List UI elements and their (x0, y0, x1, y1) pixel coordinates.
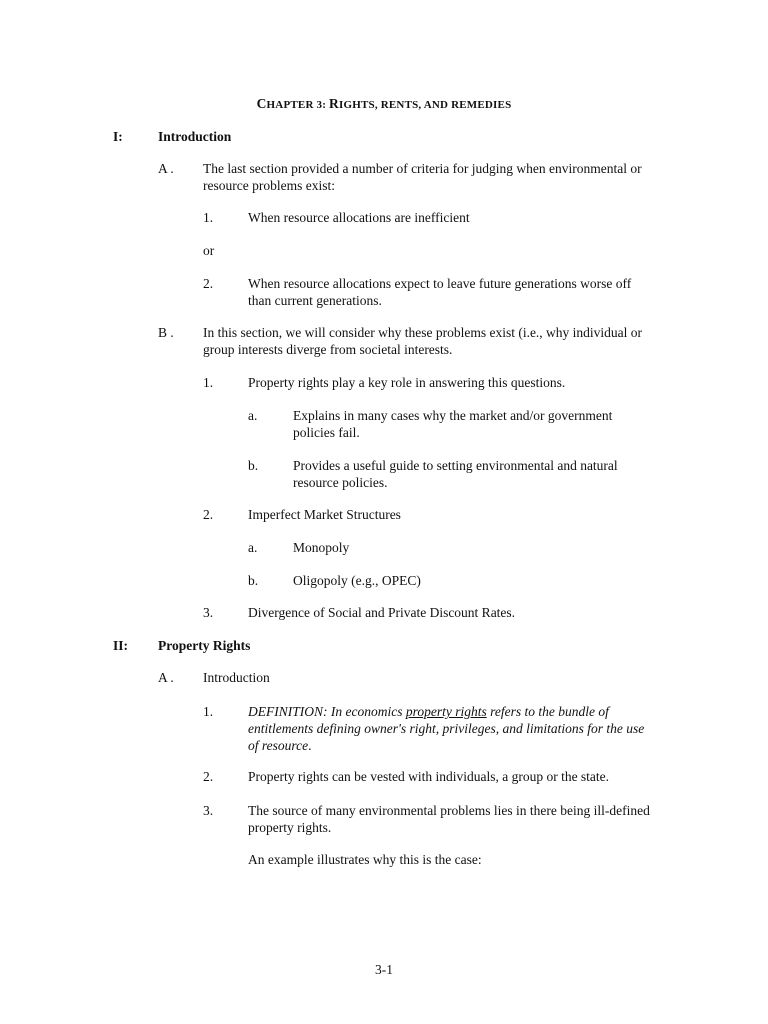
outline-text: Explains in many cases why the market and/or government policies fail. (293, 408, 613, 440)
outline-number: 2. (203, 507, 214, 522)
outline-letter: a. (248, 540, 258, 555)
outline-number: 2. (203, 769, 214, 784)
outline-letter: a. (248, 408, 258, 423)
outline-number: 3. (203, 803, 214, 818)
outline-text: The last section provided a number of criteria for judging when environmental or resource problems exist: (203, 161, 642, 193)
outline-text: The source of many environmental problems lies in there being ill-defined property rights. (248, 803, 650, 835)
connector-text: or (203, 243, 215, 258)
section-heading: Introduction (158, 129, 232, 144)
section-heading: Property Rights (158, 638, 251, 653)
outline-text: An example illustrates why this is the case: (248, 852, 482, 867)
outline-label: B . (158, 325, 174, 340)
outline-number: 1. (203, 704, 214, 719)
definition-text: DEFINITION: In economics property rights refers to the bundle of entitlements defining owner's right, privileges, and limitations for the use of resource. (248, 704, 645, 753)
outline-text: Oligopoly (e.g., OPEC) (293, 573, 421, 588)
outline-text: Property rights can be vested with individuals, a group or the state. (248, 769, 610, 784)
outline-label: A . (158, 161, 174, 176)
outline-number: 1. (203, 210, 214, 225)
chapter-title: CHAPTER 3: RIGHTS, RENTS, AND REMEDIES (256, 96, 512, 111)
outline-number: 2. (203, 276, 214, 291)
outline-text: Imperfect Market Structures (248, 507, 401, 522)
outline-text: When resource allocations are inefficient (248, 210, 470, 225)
outline-text: Monopoly (293, 540, 350, 555)
section-number: II: (113, 638, 129, 653)
outline-letter: b. (248, 458, 259, 473)
outline-text: Property rights play a key role in answering this questions. (248, 375, 566, 390)
outline-number: 1. (203, 375, 214, 390)
outline-text: In this section, we will consider why these problems exist (i.e., why individual or group interests diverge from societal interests. (203, 325, 643, 357)
outline-text: Divergence of Social and Private Discount Rates. (248, 605, 516, 620)
defined-term: property rights (405, 704, 487, 719)
outline-letter: b. (248, 573, 259, 588)
outline-label: A . (158, 670, 174, 685)
outline-text: Introduction (203, 670, 270, 685)
outline-text: When resource allocations expect to leave future generations worse off than current generations. (248, 276, 632, 308)
outline-text: Provides a useful guide to setting environmental and natural resource policies. (293, 458, 618, 490)
outline-number: 3. (203, 605, 214, 620)
page-number: 3-1 (375, 962, 393, 977)
section-number: I: (113, 129, 123, 144)
